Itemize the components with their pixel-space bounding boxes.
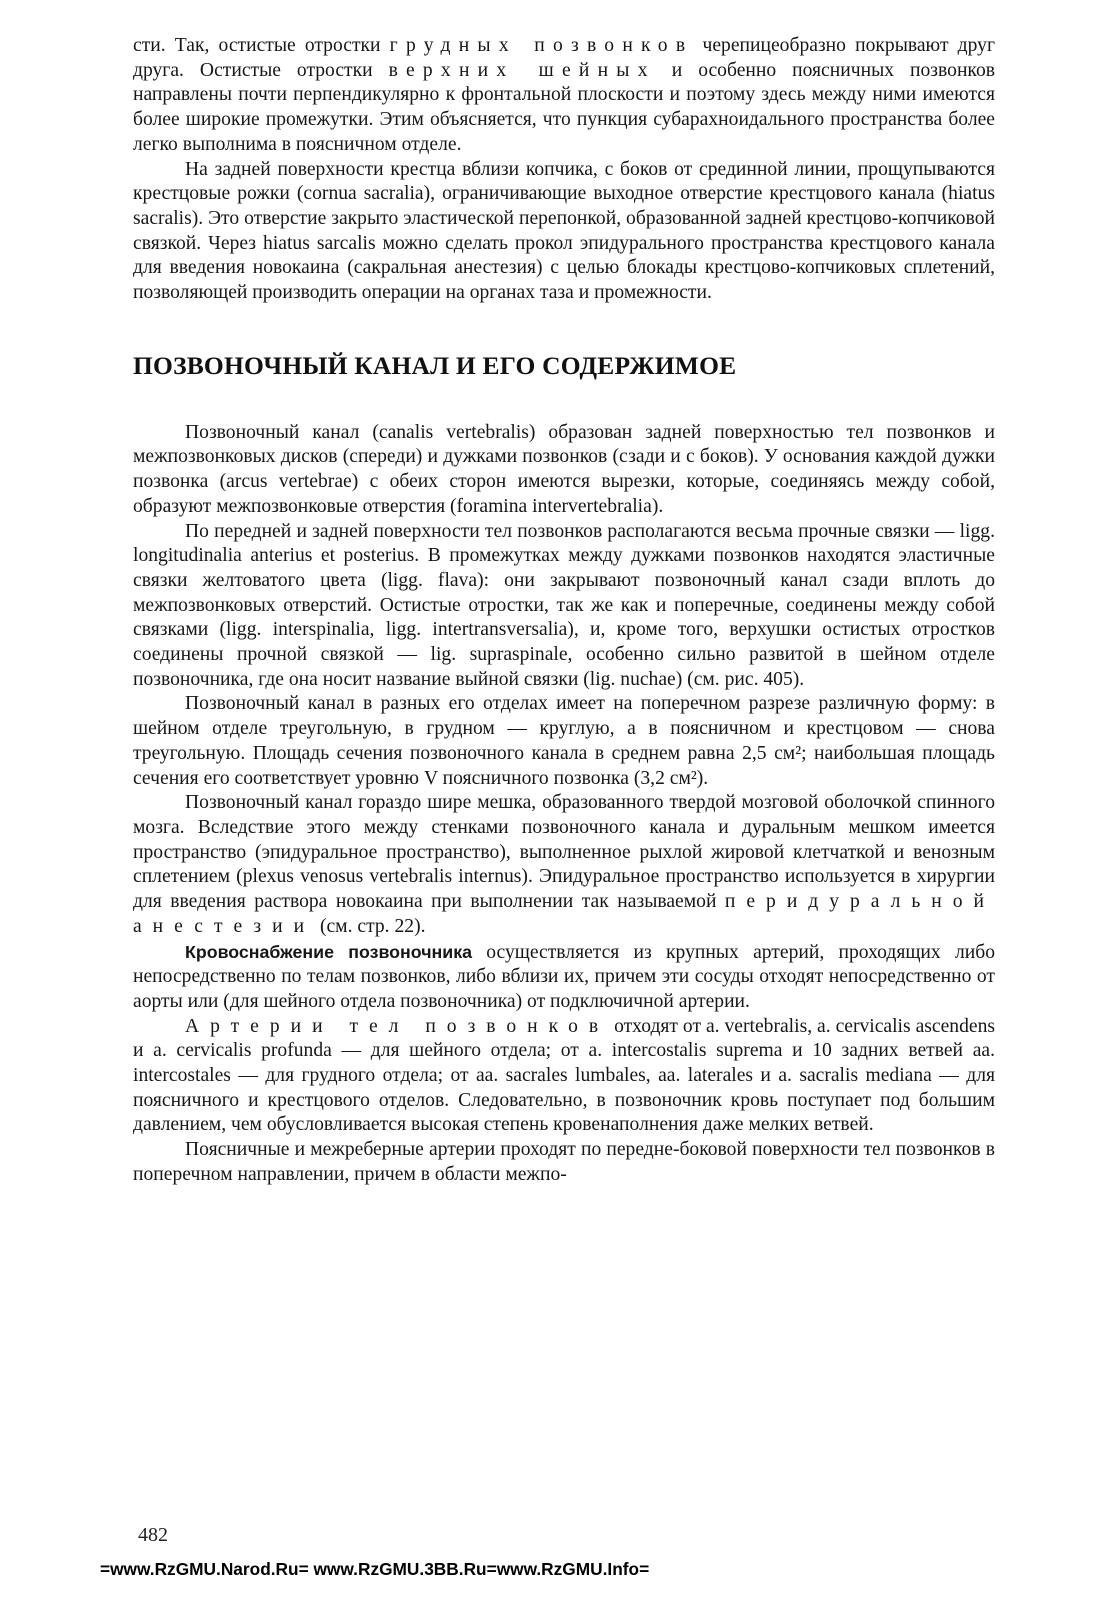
spaced-emphasis: верхних шейных [388, 59, 656, 81]
page-number: 482 [138, 1524, 168, 1546]
section-heading: ПОЗВОНОЧНЫЙ КАНАЛ И ЕГО СОДЕРЖИМОЕ [133, 350, 737, 380]
text-run: Позвоночный канал гораздо шире мешка, образованного твердой мозговой оболочкой спинного мозга. Вследствие этого между стенками позвоночного канала и дуральным мешком имеется пространство (эпидуральное пространство), выполненное рыхлой жировой клетчаткой и венозным сплетением (plexus venosus vertebralis internus). Эпидуральное пространство используется в хирургии для введения раствора новокаина при выполнении так называемой [133, 792, 995, 913]
spaced-emphasis: перидуральной анестезии [133, 891, 995, 937]
text-run: сти. Так, остистые отростки [133, 35, 390, 56]
text-run: Поясничные и межреберные артерии проходят по передне-боковой поверхности тел позвонков в поперечном направлении, причем в области межпо- [133, 1139, 995, 1185]
text-run: По передней и задней поверхности тел позвонков располагаются весьма прочные связки — ligg. longitudinalia anterius et posterius. В промежутках между дужками позвонков находятся эластичные связки желтоватого цвета (ligg. flava): они закрывают позвоночный канал сзади вплоть до межпозвонковых отверстий. Остистые отростки, так же как и поперечные, соединены между собой связками (ligg. interspinalia, ligg. intertransversalia), и, кроме того, верхушки остистых отростков соединены прочной связкой — lig. supraspinale, особенно сильно развитой в шейном отделе позвоночника, где она носит название выйной связки (lig. nuchae) (см. рис. 405). [133, 520, 995, 690]
text-run: На задней поверхности крестца вблизи копчика, с боков от срединной линии, прощупываются крестцовые рожки (cornua sacralia), ограничивающие выходное отверстие крестцового канала (hiatus sacralis). Это отверстие закрыто эластической перепонкой, образованной задней крестцово-копчиковой связкой. Через hiatus sarcalis можно сделать прокол эпидурального пространства крестцового канала для введения новокаина (сакральная анестезия) с целью блокады крестцово-копчиковых сплетений, позволяющей производить операции на органах таза и промежности. [133, 158, 995, 304]
spaced-emphasis: Артерии тел позвонков [185, 1015, 610, 1037]
spaced-emphasis: грудных позвонков [389, 35, 694, 56]
text-run: Позвоночный канал в разных его отделах имеет на поперечном разрезе различную форму: в шейном отделе треугольную, в грудном — круглую, а в поясничном и крестцовом — снова треугольную. Площадь сечения позвоночного канала в среднем равна 2,5 см²; наибольшая площадь сечения его соответствует уровню V поясничного позвонка (3,2 см²). [133, 693, 995, 789]
paragraph [133, 34, 995, 158]
paragraph [133, 692, 995, 791]
paragraph [133, 421, 995, 520]
text-run: осуществляется из крупных артерий, проходящих либо непосредственно по телам позвонков, либо вблизи их, причем эти сосуды отходят непосредственно от аорты или (для шейного отдела позвоночника) от подключичной артерии. [133, 941, 995, 1012]
text-block-top [133, 34, 995, 306]
text-block-section [133, 421, 995, 1188]
footer-watermark-text: =www.RzGMU.Narod.Ru= www.RzGMU.3BB.Ru=www.RzGMU.Info= [100, 1559, 650, 1579]
text-run: отходят от a. vertebralis, a. cervicalis ascendens и a. cervicalis profunda — для шейного отдела; от a. intercostalis suprema и 10 задних ветвей aa. intercostales — для грудного отдела; от aa. sacrales lumbales, aa. laterales и a. sacralis mediana — для поясничного и крестцового отделов. Следовательно, в позвоночник кровь поступает под большим давлением, чем обусловливается высокая степень кровенаполнения даже мелких ветвей. [133, 1015, 995, 1136]
text-run: Позвоночный канал (canalis vertebralis) образован задней поверхностью тел позвонков и межпозвонковых дисков (спереди) и дужками позвонков (сзади и с боков). У основания каждой дужки позвонка (arcus vertebrae) с обеих сторон имеются вырезки, которые, соединяясь между собой, образуют межпозвонковые отверстия (foramina intervertebralia). [133, 421, 995, 517]
paragraph [133, 158, 995, 306]
text-run: черепицеобразно покрывают друг друга. Остистые отростки [133, 35, 995, 81]
paragraph [133, 791, 995, 939]
paragraph [133, 520, 995, 693]
page-body [133, 34, 995, 1188]
text-run: и особенно поясничных позвонков направлены почти перпендикулярно к фронтальной плоскости и поэтому здесь между ними имеются более широкие промежутки. Этим объясняется, что пункция субарахноидального пространства более легко выполнима в поясничном отделе. [133, 59, 996, 155]
paragraph [133, 940, 995, 1015]
paragraph [133, 1138, 995, 1187]
paragraph [133, 1015, 995, 1139]
runin-heading: Кровоснабжение позвоночника [185, 941, 472, 962]
text-run: (см. стр. 22). [315, 915, 426, 937]
